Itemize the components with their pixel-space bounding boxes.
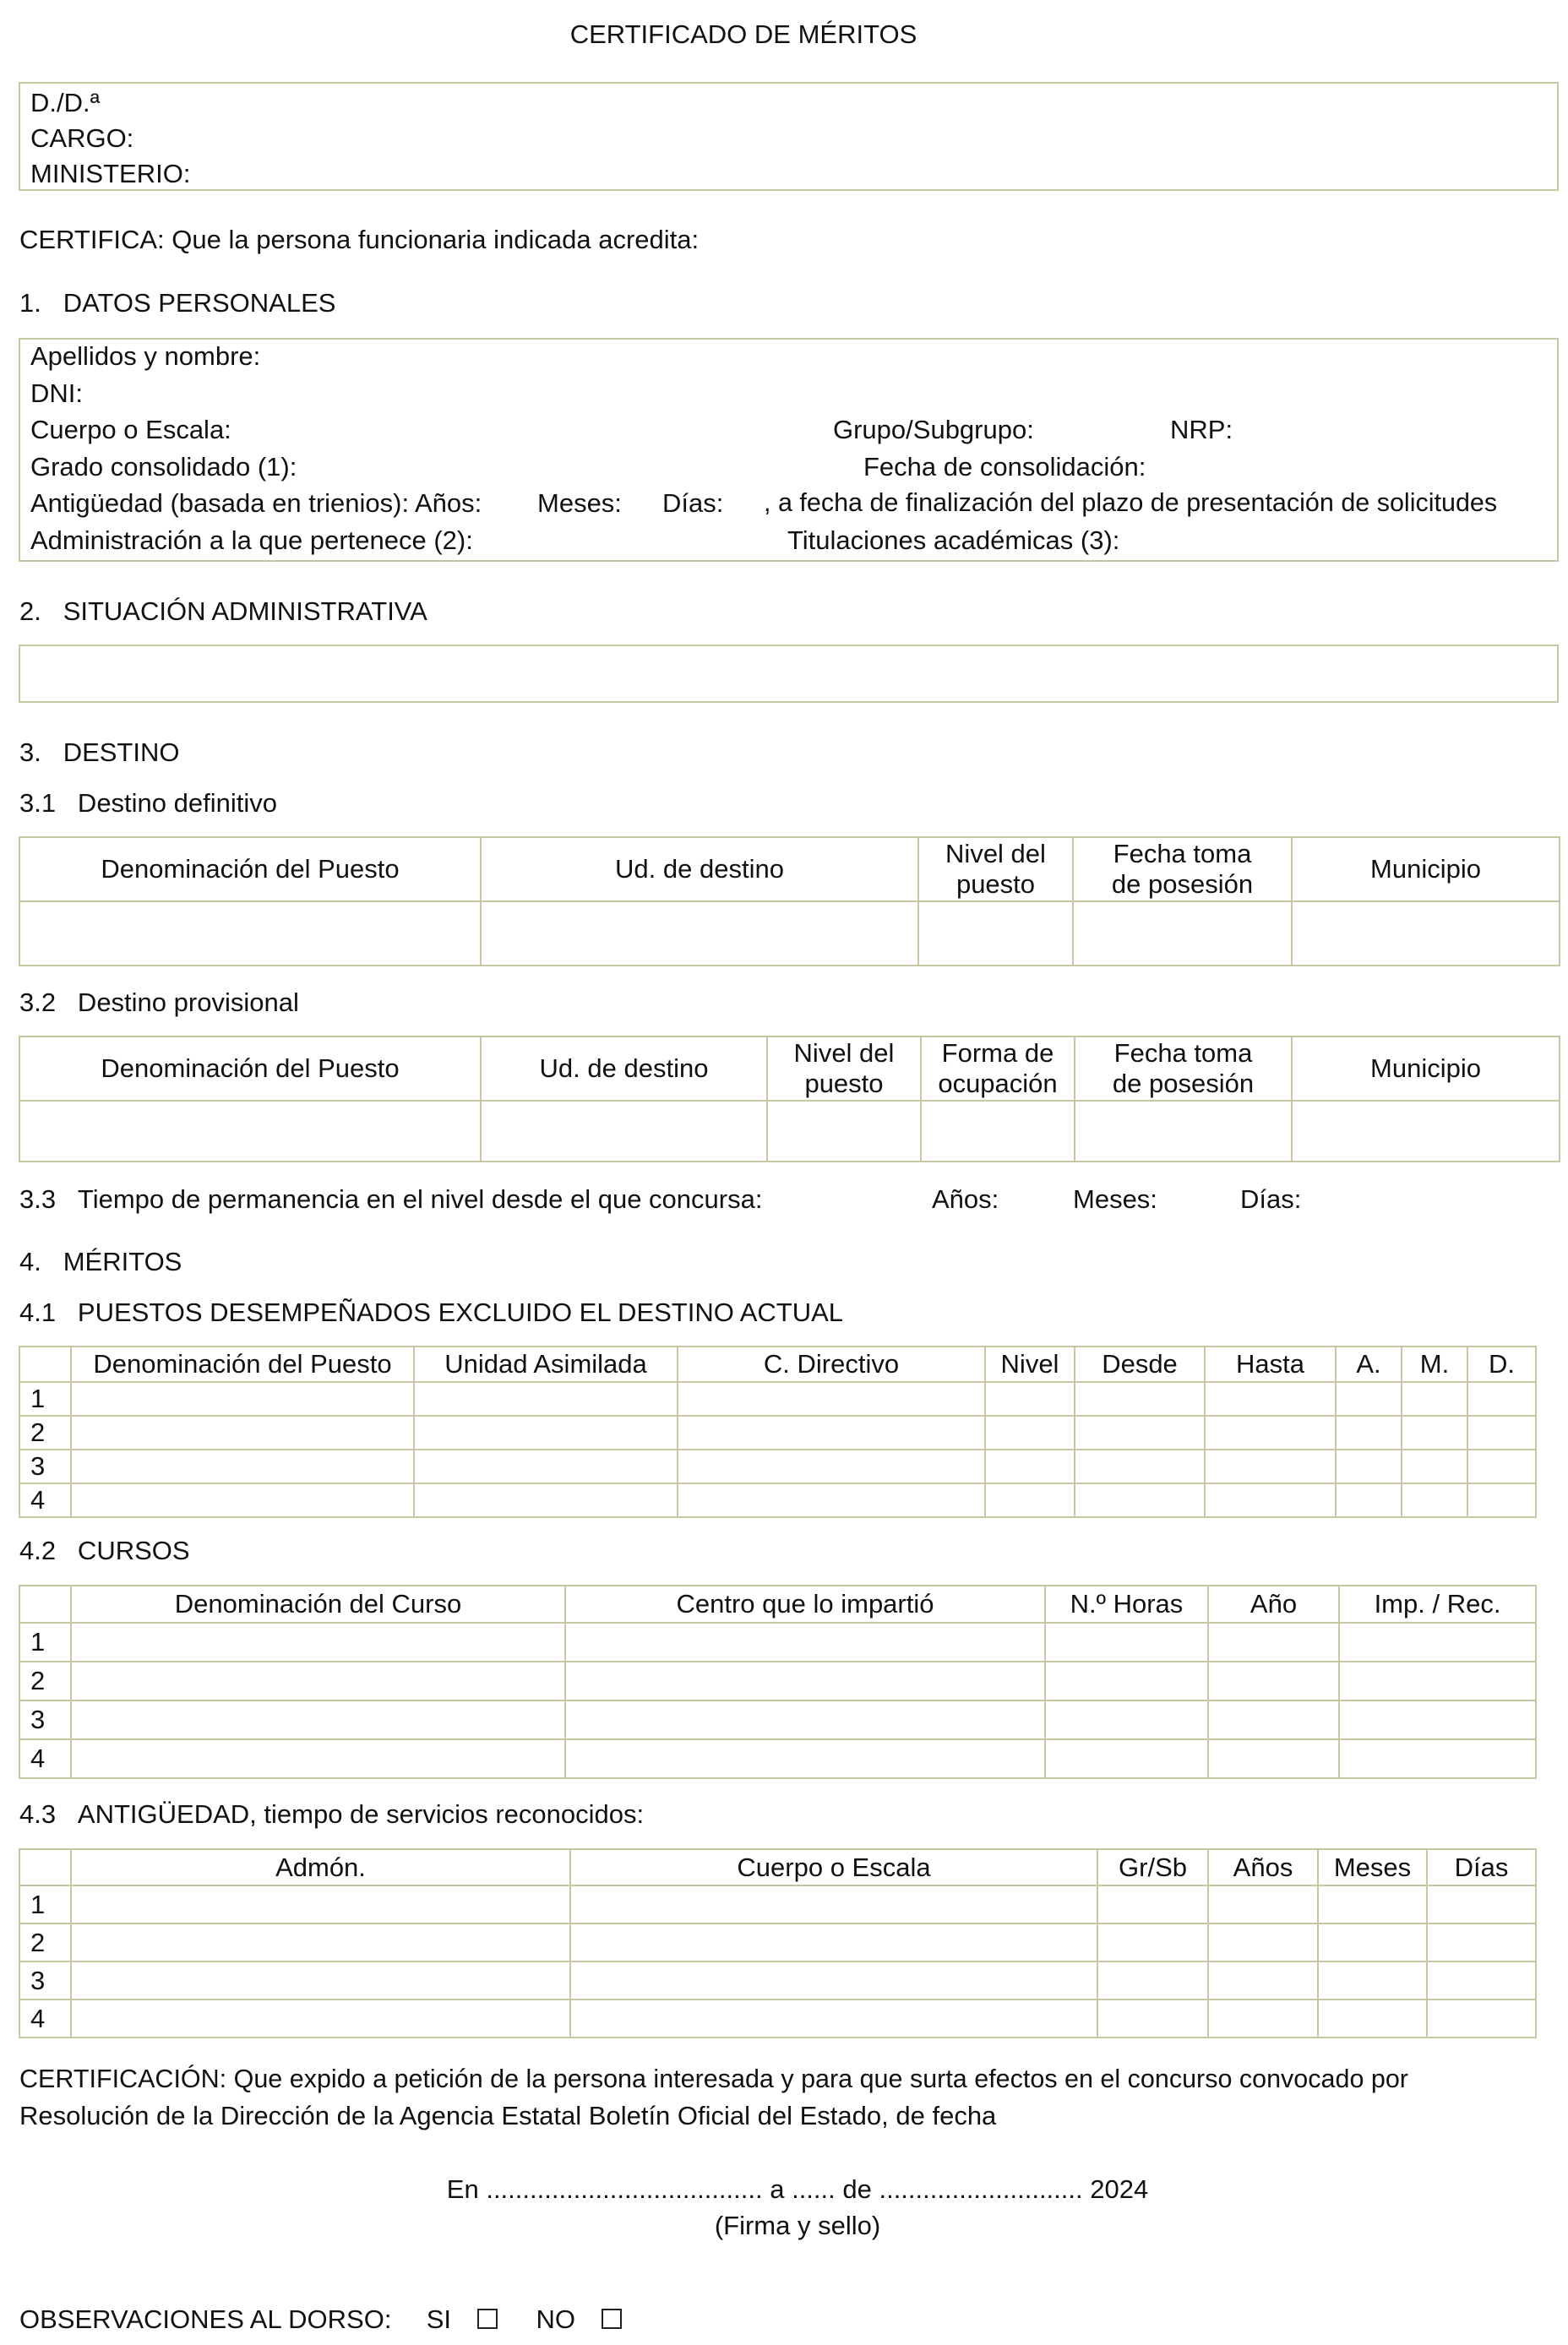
cell[interactable] xyxy=(678,1450,985,1483)
cell[interactable] xyxy=(1427,1961,1536,2000)
cell[interactable] xyxy=(570,1923,1097,1961)
col-denominacion: Denominación del Puesto xyxy=(71,1347,414,1382)
cell[interactable] xyxy=(985,1416,1075,1450)
col-c-directivo: C. Directivo xyxy=(678,1347,985,1382)
col-dias: D. xyxy=(1467,1347,1536,1382)
cell[interactable] xyxy=(565,1623,1045,1662)
row-number: 3 xyxy=(19,1450,71,1483)
cell[interactable] xyxy=(1208,1923,1318,1961)
cell[interactable] xyxy=(565,1700,1045,1739)
col-forma-ocupacion xyxy=(921,1036,1075,1101)
table-row xyxy=(19,1450,1536,1483)
cell[interactable] xyxy=(1427,2000,1536,2038)
cell[interactable] xyxy=(565,1662,1045,1700)
cell[interactable] xyxy=(71,1662,565,1700)
cell[interactable] xyxy=(1427,1885,1536,1923)
issuer-name-line: D./D.ª xyxy=(30,88,101,117)
administracion-label: Administración a la que pertenece (2): xyxy=(30,525,473,555)
col-nivel: Nivel xyxy=(985,1347,1075,1382)
col-municipio: Municipio xyxy=(1292,837,1560,901)
cell[interactable] xyxy=(1097,1961,1208,2000)
col-nivel xyxy=(918,837,1073,901)
col-num xyxy=(19,1849,71,1885)
cell[interactable] xyxy=(71,1483,414,1517)
cell[interactable] xyxy=(1427,1923,1536,1961)
cell[interactable] xyxy=(678,1382,985,1416)
cell[interactable] xyxy=(921,1101,1075,1162)
cell[interactable] xyxy=(1339,1739,1536,1778)
col-fecha-line1: Fecha toma xyxy=(1113,839,1252,869)
cell[interactable] xyxy=(71,1450,414,1483)
cell[interactable] xyxy=(1339,1623,1536,1662)
table-row xyxy=(19,1662,1536,1700)
col-fecha-line2: de posesión xyxy=(1111,869,1254,899)
cell[interactable] xyxy=(414,1416,678,1450)
row-number: 4 xyxy=(19,1739,71,1778)
cell[interactable] xyxy=(1467,1450,1536,1483)
cell[interactable] xyxy=(570,1885,1097,1923)
col-nivel-line2: puesto xyxy=(804,1069,884,1098)
cell[interactable] xyxy=(1339,1700,1536,1739)
cell[interactable] xyxy=(71,1623,565,1662)
row-number: 1 xyxy=(19,1623,71,1662)
table-row xyxy=(19,1101,1560,1162)
cell[interactable] xyxy=(1205,1416,1336,1450)
col-anios: Años xyxy=(1208,1849,1318,1885)
cell[interactable] xyxy=(71,1700,565,1739)
place-date-line: En ...................................... a ...... de ............................ 2024 xyxy=(446,2174,1149,2204)
cell[interactable] xyxy=(985,1382,1075,1416)
cell[interactable] xyxy=(1467,1382,1536,1416)
grupo-label: Grupo/Subgrupo: xyxy=(833,415,1034,444)
col-forma-line1: Forma de xyxy=(941,1038,1054,1069)
no-checkbox[interactable] xyxy=(602,2309,622,2329)
col-nivel-line1: Nivel del xyxy=(793,1038,895,1069)
issuer-box xyxy=(19,82,1559,191)
cell[interactable] xyxy=(1402,1416,1467,1450)
destino-provisional-table xyxy=(19,1036,1560,1162)
col-denominacion: Denominación del Puesto xyxy=(19,1036,481,1101)
col-fecha-toma xyxy=(1073,837,1292,901)
col-hasta: Hasta xyxy=(1205,1347,1336,1382)
cell[interactable] xyxy=(1467,1416,1536,1450)
col-denominacion-curso: Denominación del Curso xyxy=(71,1586,565,1623)
cell[interactable] xyxy=(1075,1101,1292,1162)
table-row xyxy=(19,1700,1536,1739)
apellidos-label: Apellidos y nombre: xyxy=(30,341,261,371)
cell[interactable] xyxy=(1205,1450,1336,1483)
cell[interactable] xyxy=(678,1416,985,1450)
cell[interactable] xyxy=(1318,2000,1427,2038)
table-row xyxy=(19,1885,1536,1923)
cell[interactable] xyxy=(1318,1923,1427,1961)
table-row xyxy=(19,1483,1536,1517)
cell[interactable] xyxy=(1045,1700,1208,1739)
col-meses: Meses xyxy=(1318,1849,1427,1885)
col-num xyxy=(19,1586,71,1623)
section-1-heading: 1. DATOS PERSONALES xyxy=(19,288,336,318)
si-label: SI xyxy=(426,2304,451,2334)
col-fecha-line2: de posesión xyxy=(1112,1069,1255,1098)
cell[interactable] xyxy=(414,1483,678,1517)
table-row xyxy=(19,1623,1536,1662)
certificacion-line-1: CERTIFICACIÓN: Que expido a petición de la persona interesada y para que surta efectos en el concurso convocado por xyxy=(19,2065,1408,2093)
cell[interactable] xyxy=(1208,1885,1318,1923)
cell[interactable] xyxy=(1075,1382,1205,1416)
section-4-heading: 4. MÉRITOS xyxy=(19,1247,182,1276)
observaciones-label: OBSERVACIONES AL DORSO: xyxy=(19,2304,392,2334)
titulaciones-label: Titulaciones académicas (3): xyxy=(787,525,1120,555)
section-2-heading: 2. SITUACIÓN ADMINISTRATIVA xyxy=(19,596,427,626)
cell[interactable] xyxy=(71,1739,565,1778)
grado-label: Grado consolidado (1): xyxy=(30,452,297,482)
cell[interactable] xyxy=(71,1416,414,1450)
personal-data-box xyxy=(19,338,1559,562)
table-row xyxy=(19,1961,1536,2000)
col-imp-rec: Imp. / Rec. xyxy=(1339,1586,1536,1623)
table-row xyxy=(19,1923,1536,1961)
certificacion-line-2: Resolución de la Dirección de la Agencia Estatal Boletín Oficial del Estado, de fecha xyxy=(19,2101,997,2130)
cell[interactable] xyxy=(71,1885,570,1923)
col-cuerpo-escala: Cuerpo o Escala xyxy=(570,1849,1097,1885)
nrp-label: NRP: xyxy=(1170,415,1233,444)
cell[interactable] xyxy=(1318,1961,1427,2000)
cell[interactable] xyxy=(1402,1382,1467,1416)
antiguedad-tail-text: , a fecha de finalización del plazo de presentación de solicitudes xyxy=(764,488,1498,517)
issuer-ministerio-line: MINISTERIO: xyxy=(30,159,191,188)
cell[interactable] xyxy=(678,1483,985,1517)
col-fecha-toma xyxy=(1075,1036,1292,1101)
permanencia-meses-label: Meses: xyxy=(1073,1184,1157,1214)
cell[interactable] xyxy=(1208,2000,1318,2038)
cell[interactable] xyxy=(1097,1923,1208,1961)
col-dias: Días xyxy=(1427,1849,1536,1885)
cell[interactable] xyxy=(1402,1483,1467,1517)
row-number: 2 xyxy=(19,1662,71,1700)
cell[interactable] xyxy=(71,1923,570,1961)
cell[interactable] xyxy=(1097,1885,1208,1923)
row-number: 2 xyxy=(19,1923,71,1961)
row-number: 4 xyxy=(19,2000,71,2038)
permanencia-anios-label: Años: xyxy=(932,1184,999,1214)
col-centro: Centro que lo impartió xyxy=(565,1586,1045,1623)
section-3-2-heading: 3.2 Destino provisional xyxy=(19,988,299,1017)
cell[interactable] xyxy=(1208,1700,1339,1739)
cell[interactable] xyxy=(1208,1623,1339,1662)
cell[interactable] xyxy=(1402,1450,1467,1483)
col-meses: M. xyxy=(1402,1347,1467,1382)
destino-definitivo-table xyxy=(19,836,1560,966)
issuer-cargo-line: CARGO: xyxy=(30,123,134,153)
document-title: CERTIFICADO DE MÉRITOS xyxy=(569,19,917,49)
cell[interactable] xyxy=(71,1961,570,2000)
dni-label: DNI: xyxy=(30,378,83,408)
cell[interactable] xyxy=(918,901,1073,966)
cell[interactable] xyxy=(767,1101,921,1162)
section-3-3-heading: 3.3 Tiempo de permanencia en el nivel desde el que concursa: xyxy=(19,1184,763,1214)
cell[interactable] xyxy=(1339,1662,1536,1700)
no-label: NO xyxy=(536,2304,575,2334)
cell[interactable] xyxy=(19,1101,481,1162)
cell[interactable] xyxy=(1073,901,1292,966)
table-row xyxy=(19,901,1560,966)
col-nivel-line2: puesto xyxy=(956,869,1036,899)
cell[interactable] xyxy=(1045,1623,1208,1662)
observaciones-row xyxy=(19,2306,622,2332)
puestos-desempenados-table xyxy=(19,1346,1537,1518)
col-anios: A. xyxy=(1336,1347,1402,1382)
antiguedad-label: Antigüedad (basada en trienios): Años: xyxy=(30,488,482,518)
cell[interactable] xyxy=(1208,1662,1339,1700)
cell[interactable] xyxy=(570,2000,1097,2038)
antiguedad-dias-label: Días: xyxy=(662,488,724,518)
cell[interactable] xyxy=(1336,1416,1402,1450)
row-number: 1 xyxy=(19,1885,71,1923)
cell[interactable] xyxy=(1467,1483,1536,1517)
row-number: 1 xyxy=(19,1382,71,1416)
cell[interactable] xyxy=(1205,1483,1336,1517)
col-admon: Admón. xyxy=(71,1849,570,1885)
cell[interactable] xyxy=(1208,1961,1318,2000)
firma-sello-label: (Firma y sello) xyxy=(714,2211,881,2240)
section-4-3-heading: 4.3 ANTIGÜEDAD, tiempo de servicios reconocidos: xyxy=(19,1799,645,1829)
cell[interactable] xyxy=(1205,1382,1336,1416)
section-4-2-heading: 4.2 CURSOS xyxy=(19,1536,190,1565)
col-ud-destino: Ud. de destino xyxy=(481,837,918,901)
cell[interactable] xyxy=(19,901,481,966)
section-4-1-heading: 4.1 PUESTOS DESEMPEÑADOS EXCLUIDO EL DESTINO ACTUAL xyxy=(19,1298,844,1327)
row-number: 3 xyxy=(19,1961,71,2000)
cell[interactable] xyxy=(1097,2000,1208,2038)
col-gr-sb: Gr/Sb xyxy=(1097,1849,1208,1885)
table-row xyxy=(19,1382,1536,1416)
col-desde: Desde xyxy=(1075,1347,1205,1382)
table-row xyxy=(19,2000,1536,2038)
situacion-administrativa-box[interactable] xyxy=(19,645,1559,703)
row-number: 2 xyxy=(19,1416,71,1450)
cell[interactable] xyxy=(481,901,918,966)
cell[interactable] xyxy=(985,1483,1075,1517)
cell[interactable] xyxy=(414,1450,678,1483)
table-row xyxy=(19,1416,1536,1450)
cell[interactable] xyxy=(1292,901,1560,966)
cell[interactable] xyxy=(1075,1483,1205,1517)
cell[interactable] xyxy=(1292,1101,1560,1162)
cuerpo-label: Cuerpo o Escala: xyxy=(30,415,231,444)
fecha-consolidacion-label: Fecha de consolidación: xyxy=(863,452,1146,482)
section-3-heading: 3. DESTINO xyxy=(19,737,180,767)
col-unidad-asimilada: Unidad Asimilada xyxy=(414,1347,678,1382)
table-row xyxy=(19,1739,1536,1778)
row-number: 3 xyxy=(19,1700,71,1739)
antiguedad-table xyxy=(19,1848,1537,2038)
cell[interactable] xyxy=(1318,1885,1427,1923)
cell[interactable] xyxy=(1075,1416,1205,1450)
cell[interactable] xyxy=(565,1739,1045,1778)
cell[interactable] xyxy=(1208,1739,1339,1778)
col-ud-destino: Ud. de destino xyxy=(481,1036,767,1101)
col-denominacion: Denominación del Puesto xyxy=(19,837,481,901)
cell[interactable] xyxy=(481,1101,767,1162)
col-fecha-line1: Fecha toma xyxy=(1113,1038,1253,1069)
col-anio: Año xyxy=(1208,1586,1339,1623)
cell[interactable] xyxy=(1336,1382,1402,1416)
certifica-statement: CERTIFICA: Que la persona funcionaria indicada acredita: xyxy=(19,225,700,254)
col-horas: N.º Horas xyxy=(1045,1586,1208,1623)
section-3-1-heading: 3.1 Destino definitivo xyxy=(19,788,278,818)
cell[interactable] xyxy=(71,1382,414,1416)
col-forma-line2: ocupación xyxy=(938,1069,1058,1098)
si-checkbox[interactable] xyxy=(477,2309,498,2329)
col-num xyxy=(19,1347,71,1382)
cell[interactable] xyxy=(1336,1483,1402,1517)
cursos-table xyxy=(19,1585,1537,1779)
cell[interactable] xyxy=(1075,1450,1205,1483)
row-number: 4 xyxy=(19,1483,71,1517)
cell[interactable] xyxy=(414,1382,678,1416)
col-municipio: Municipio xyxy=(1292,1036,1560,1101)
cell[interactable] xyxy=(985,1450,1075,1483)
cell[interactable] xyxy=(570,1961,1097,2000)
cell[interactable] xyxy=(1045,1739,1208,1778)
permanencia-dias-label: Días: xyxy=(1240,1184,1302,1214)
antiguedad-meses-label: Meses: xyxy=(537,488,622,518)
col-nivel-line1: Nivel del xyxy=(945,839,1046,869)
col-nivel xyxy=(767,1036,921,1101)
cell[interactable] xyxy=(71,2000,570,2038)
cell[interactable] xyxy=(1336,1450,1402,1483)
cell[interactable] xyxy=(1045,1662,1208,1700)
